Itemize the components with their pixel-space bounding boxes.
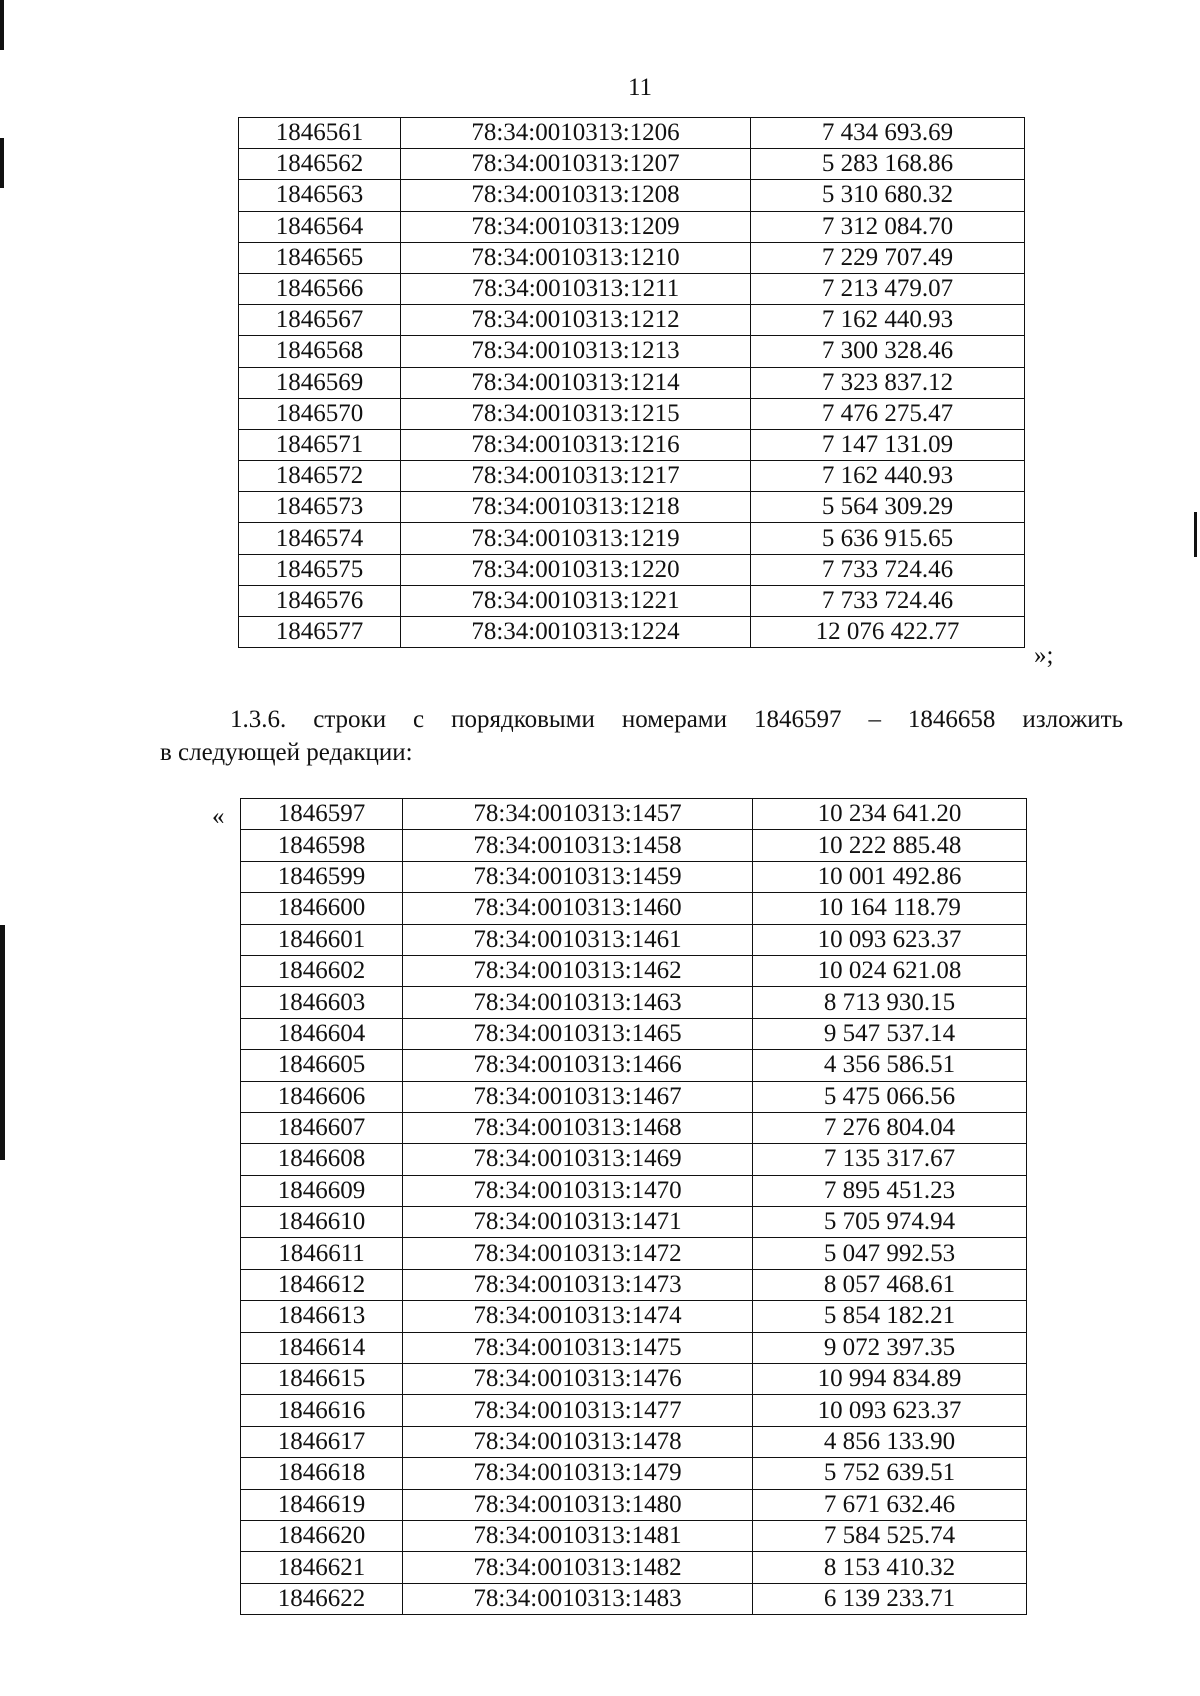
row-number-cell: 1846572 [239, 461, 401, 492]
cadastral-number-cell: 78:34:0010313:1475 [403, 1332, 753, 1363]
table-row [241, 830, 1027, 861]
table-row [239, 492, 1025, 523]
value-cell: 9 547 537.14 [753, 1018, 1027, 1049]
table-row [241, 1269, 1027, 1300]
cadastral-number-cell: 78:34:0010313:1211 [401, 273, 751, 304]
cadastral-number-cell: 78:34:0010313:1482 [403, 1552, 753, 1583]
row-number-cell: 1846609 [241, 1175, 403, 1206]
value-cell: 6 139 233.71 [753, 1583, 1027, 1614]
row-number-cell: 1846575 [239, 554, 401, 585]
value-cell: 5 283 168.86 [751, 149, 1025, 180]
table-row [241, 1112, 1027, 1143]
row-number-cell: 1846571 [239, 429, 401, 460]
cadastral-number-cell: 78:34:0010313:1466 [403, 1050, 753, 1081]
value-cell: 5 310 680.32 [751, 180, 1025, 211]
value-cell: 9 072 397.35 [753, 1332, 1027, 1363]
registry-table-first [238, 117, 1025, 648]
table-row [241, 1018, 1027, 1049]
value-cell: 7 671 632.46 [753, 1489, 1027, 1520]
cadastral-number-cell: 78:34:0010313:1477 [403, 1395, 753, 1426]
row-number-cell: 1846600 [241, 893, 403, 924]
cadastral-number-cell: 78:34:0010313:1463 [403, 987, 753, 1018]
cadastral-number-cell: 78:34:0010313:1462 [403, 955, 753, 986]
row-number-cell: 1846618 [241, 1458, 403, 1489]
cadastral-number-cell: 78:34:0010313:1480 [403, 1489, 753, 1520]
value-cell: 10 093 623.37 [753, 924, 1027, 955]
table-row [239, 305, 1025, 336]
cadastral-number-cell: 78:34:0010313:1214 [401, 367, 751, 398]
table-row [239, 617, 1025, 648]
cadastral-number-cell: 78:34:0010313:1209 [401, 211, 751, 242]
row-number-cell: 1846568 [239, 336, 401, 367]
cadastral-number-cell: 78:34:0010313:1478 [403, 1426, 753, 1457]
row-number-cell: 1846601 [241, 924, 403, 955]
cadastral-number-cell: 78:34:0010313:1217 [401, 461, 751, 492]
value-cell: 10 994 834.89 [753, 1364, 1027, 1395]
row-number-cell: 1846570 [239, 398, 401, 429]
cadastral-number-cell: 78:34:0010313:1471 [403, 1207, 753, 1238]
cadastral-number-cell: 78:34:0010313:1469 [403, 1144, 753, 1175]
cadastral-number-cell: 78:34:0010313:1460 [403, 893, 753, 924]
cadastral-number-cell: 78:34:0010313:1457 [403, 799, 753, 830]
cadastral-number-cell: 78:34:0010313:1207 [401, 149, 751, 180]
row-number-cell: 1846612 [241, 1269, 403, 1300]
table-row [239, 273, 1025, 304]
table-row [241, 987, 1027, 1018]
value-cell: 8 153 410.32 [753, 1552, 1027, 1583]
value-cell: 5 752 639.51 [753, 1458, 1027, 1489]
row-number-cell: 1846619 [241, 1489, 403, 1520]
cadastral-number-cell: 78:34:0010313:1221 [401, 585, 751, 616]
row-number-cell: 1846611 [241, 1238, 403, 1269]
value-cell: 4 356 586.51 [753, 1050, 1027, 1081]
closing-quote: »; [1034, 642, 1054, 669]
row-number-cell: 1846617 [241, 1426, 403, 1457]
table-row [241, 1081, 1027, 1112]
value-cell: 5 705 974.94 [753, 1207, 1027, 1238]
value-cell: 7 276 804.04 [753, 1112, 1027, 1143]
table-row [241, 1332, 1027, 1363]
row-number-cell: 1846569 [239, 367, 401, 398]
cadastral-number-cell: 78:34:0010313:1476 [403, 1364, 753, 1395]
cadastral-number-cell: 78:34:0010313:1224 [401, 617, 751, 648]
row-number-cell: 1846607 [241, 1112, 403, 1143]
value-cell: 7 733 724.46 [751, 585, 1025, 616]
page-number: 11 [627, 74, 653, 101]
table-row [239, 242, 1025, 273]
row-number-cell: 1846610 [241, 1207, 403, 1238]
row-number-cell: 1846563 [239, 180, 401, 211]
cadastral-number-cell: 78:34:0010313:1210 [401, 242, 751, 273]
cadastral-number-cell: 78:34:0010313:1479 [403, 1458, 753, 1489]
cadastral-number-cell: 78:34:0010313:1218 [401, 492, 751, 523]
value-cell: 7 147 131.09 [751, 429, 1025, 460]
value-cell: 10 222 885.48 [753, 830, 1027, 861]
table-row [239, 149, 1025, 180]
table-row [241, 955, 1027, 986]
row-number-cell: 1846615 [241, 1364, 403, 1395]
row-number-cell: 1846576 [239, 585, 401, 616]
row-number-cell: 1846598 [241, 830, 403, 861]
value-cell: 7 584 525.74 [753, 1520, 1027, 1551]
table-row [241, 1583, 1027, 1614]
table-row [241, 861, 1027, 892]
value-cell: 7 323 837.12 [751, 367, 1025, 398]
cadastral-number-cell: 78:34:0010313:1208 [401, 180, 751, 211]
row-number-cell: 1846604 [241, 1018, 403, 1049]
table-row [241, 1364, 1027, 1395]
row-number-cell: 1846616 [241, 1395, 403, 1426]
value-cell: 7 213 479.07 [751, 273, 1025, 304]
value-cell: 7 733 724.46 [751, 554, 1025, 585]
cadastral-number-cell: 78:34:0010313:1458 [403, 830, 753, 861]
table-row [241, 799, 1027, 830]
cadastral-number-cell: 78:34:0010313:1215 [401, 398, 751, 429]
table-row [241, 1489, 1027, 1520]
table-row [241, 1458, 1027, 1489]
row-number-cell: 1846621 [241, 1552, 403, 1583]
cadastral-number-cell: 78:34:0010313:1206 [401, 118, 751, 149]
cadastral-number-cell: 78:34:0010313:1212 [401, 305, 751, 336]
registry-table-second [240, 798, 1027, 1615]
table-row [241, 1238, 1027, 1269]
value-cell: 8 057 468.61 [753, 1269, 1027, 1300]
paragraph-line-2: в следующей редакции: [160, 739, 413, 766]
value-cell: 5 854 182.21 [753, 1301, 1027, 1332]
scan-edge-mark [1194, 512, 1197, 557]
row-number-cell: 1846574 [239, 523, 401, 554]
row-number-cell: 1846605 [241, 1050, 403, 1081]
cadastral-number-cell: 78:34:0010313:1468 [403, 1112, 753, 1143]
row-number-cell: 1846597 [241, 799, 403, 830]
cadastral-number-cell: 78:34:0010313:1213 [401, 336, 751, 367]
row-number-cell: 1846564 [239, 211, 401, 242]
scan-edge-mark [0, 0, 4, 50]
table-row [239, 523, 1025, 554]
row-number-cell: 1846608 [241, 1144, 403, 1175]
paragraph-line-1: 1.3.6. строки с порядковыми номерами 1846597 – 1846658 изложить [230, 706, 1123, 733]
table-row [241, 1395, 1027, 1426]
table-row [241, 1050, 1027, 1081]
registry-table-body [239, 118, 1025, 648]
cadastral-number-cell: 78:34:0010313:1220 [401, 554, 751, 585]
value-cell: 7 162 440.93 [751, 461, 1025, 492]
cadastral-number-cell: 78:34:0010313:1459 [403, 861, 753, 892]
row-number-cell: 1846577 [239, 617, 401, 648]
cadastral-number-cell: 78:34:0010313:1461 [403, 924, 753, 955]
value-cell: 5 475 066.56 [753, 1081, 1027, 1112]
value-cell: 10 164 118.79 [753, 893, 1027, 924]
cadastral-number-cell: 78:34:0010313:1465 [403, 1018, 753, 1049]
value-cell: 7 895 451.23 [753, 1175, 1027, 1206]
value-cell: 7 229 707.49 [751, 242, 1025, 273]
table-row [239, 585, 1025, 616]
value-cell: 7 476 275.47 [751, 398, 1025, 429]
table-row [239, 398, 1025, 429]
row-number-cell: 1846606 [241, 1081, 403, 1112]
value-cell: 8 713 930.15 [753, 987, 1027, 1018]
row-number-cell: 1846562 [239, 149, 401, 180]
row-number-cell: 1846603 [241, 987, 403, 1018]
table-row [239, 118, 1025, 149]
table-row [239, 180, 1025, 211]
table-row [241, 1520, 1027, 1551]
table-row [241, 1552, 1027, 1583]
row-number-cell: 1846573 [239, 492, 401, 523]
table-row [241, 1301, 1027, 1332]
table-row [241, 1144, 1027, 1175]
opening-quote: « [212, 803, 225, 830]
value-cell: 7 162 440.93 [751, 305, 1025, 336]
value-cell: 5 636 915.65 [751, 523, 1025, 554]
value-cell: 5 047 992.53 [753, 1238, 1027, 1269]
cadastral-number-cell: 78:34:0010313:1216 [401, 429, 751, 460]
row-number-cell: 1846567 [239, 305, 401, 336]
cadastral-number-cell: 78:34:0010313:1481 [403, 1520, 753, 1551]
value-cell: 10 024 621.08 [753, 955, 1027, 986]
value-cell: 7 312 084.70 [751, 211, 1025, 242]
row-number-cell: 1846614 [241, 1332, 403, 1363]
row-number-cell: 1846599 [241, 861, 403, 892]
table-row [239, 554, 1025, 585]
table-row [241, 924, 1027, 955]
row-number-cell: 1846602 [241, 955, 403, 986]
table-row [241, 893, 1027, 924]
row-number-cell: 1846565 [239, 242, 401, 273]
amendment-paragraph [160, 703, 1123, 769]
value-cell: 5 564 309.29 [751, 492, 1025, 523]
value-cell: 7 135 317.67 [753, 1144, 1027, 1175]
cadastral-number-cell: 78:34:0010313:1472 [403, 1238, 753, 1269]
table-row [241, 1426, 1027, 1457]
row-number-cell: 1846613 [241, 1301, 403, 1332]
value-cell: 4 856 133.90 [753, 1426, 1027, 1457]
value-cell: 10 234 641.20 [753, 799, 1027, 830]
row-number-cell: 1846620 [241, 1520, 403, 1551]
row-number-cell: 1846561 [239, 118, 401, 149]
table-row [239, 211, 1025, 242]
value-cell: 7 300 328.46 [751, 336, 1025, 367]
registry-table-body [241, 799, 1027, 1615]
value-cell: 10 093 623.37 [753, 1395, 1027, 1426]
value-cell: 7 434 693.69 [751, 118, 1025, 149]
table-row [239, 461, 1025, 492]
row-number-cell: 1846622 [241, 1583, 403, 1614]
table-row [241, 1207, 1027, 1238]
cadastral-number-cell: 78:34:0010313:1474 [403, 1301, 753, 1332]
table-row [239, 367, 1025, 398]
cadastral-number-cell: 78:34:0010313:1467 [403, 1081, 753, 1112]
table-row [241, 1175, 1027, 1206]
scan-edge-mark [0, 925, 5, 1160]
value-cell: 12 076 422.77 [751, 617, 1025, 648]
table-row [239, 336, 1025, 367]
cadastral-number-cell: 78:34:0010313:1470 [403, 1175, 753, 1206]
table-row [239, 429, 1025, 460]
cadastral-number-cell: 78:34:0010313:1219 [401, 523, 751, 554]
value-cell: 10 001 492.86 [753, 861, 1027, 892]
row-number-cell: 1846566 [239, 273, 401, 304]
cadastral-number-cell: 78:34:0010313:1483 [403, 1583, 753, 1614]
cadastral-number-cell: 78:34:0010313:1473 [403, 1269, 753, 1300]
scan-edge-mark [0, 138, 4, 188]
